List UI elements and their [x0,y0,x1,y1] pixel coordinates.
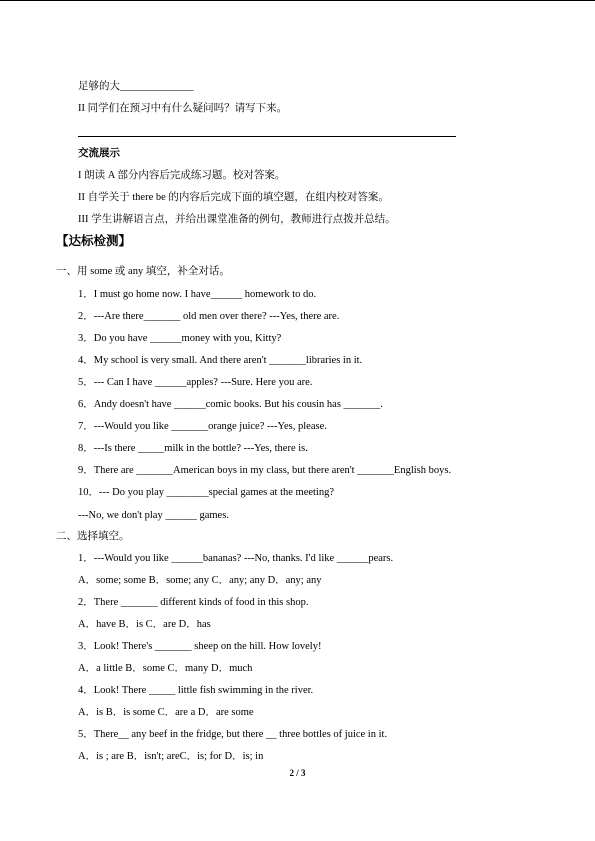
test-section-title: 【达标检测】 [56,234,132,248]
part2-question: 5．There__ any beef in the fridge, but there __ three bottles of juice in it. [78,729,388,740]
exchange-item-3: III 学生讲解语言点，并给出课堂准备的例句，教师进行点拨并总结。 [78,214,396,225]
part1-question: 10．--- Do you play ________special games at the meeting? [78,487,335,498]
part2-options: A．some; some B．some; any C．any; any D．any; any [78,575,322,586]
part1-question: 7．---Would you like _______orange juice? ---Yes, please. [78,421,327,432]
part1-question: 2．---Are there_______ old men over there? ---Yes, there are. [78,311,340,322]
part1-question: 9．There are _______American boys in my class, but there aren't _______English boys. [78,465,452,476]
preview-line-1: 足够的大______________ [78,81,194,92]
part2-question: 3．Look! There's _______ sheep on the hill. How lovely! [78,641,322,652]
part1-question: ---No, we don't play ______ games. [78,510,229,521]
part2-options: A．a little B．some C．many D．much [78,663,253,674]
part2-options: A．is B．is some C．are a D．are some [78,707,254,718]
exchange-item-1: I 朗读 A 部分内容后完成练习题。校对答案。 [78,170,286,181]
exchange-title: 交流展示 [78,148,120,159]
part1-question: 3．Do you have ______money with you, Kitty? [78,333,282,344]
part2-options: A．is ; are B．isn't; areC．is; for D．is; in [78,751,264,762]
page-number: 2 / 3 [289,768,306,778]
part2-question: 2．There _______ different kinds of food in this shop. [78,597,309,608]
top-border-line [0,0,595,1]
part2-heading: 二、选择填空。 [56,531,130,542]
answer-blank-line [78,136,456,137]
part1-question: 5．--- Can I have ______apples? ---Sure. Here you are. [78,377,313,388]
exchange-item-2: II 自学关于 there be 的内容后完成下面的填空题，在组内校对答案。 [78,192,389,203]
part2-question: 1．---Would you like ______bananas? ---No, thanks. I'd like ______pears. [78,553,394,564]
preview-line-2: II 同学们在预习中有什么疑问吗？请写下来。 [78,103,288,114]
part1-question: 1．I must go home now. I have______ homework to do. [78,289,317,300]
part1-heading: 一、用 some 或 any 填空，补全对话。 [56,266,230,277]
part2-question: 4．Look! There _____ little fish swimming in the river. [78,685,314,696]
part2-options: A．have B．is C．are D．has [78,619,211,630]
part1-question: 4．My school is very small. And there aren't _______libraries in it. [78,355,363,366]
part1-question: 6．Andy doesn't have ______comic books. But his cousin has _______. [78,399,383,410]
part1-question: 8．---Is there _____milk in the bottle? ---Yes, there is. [78,443,308,454]
